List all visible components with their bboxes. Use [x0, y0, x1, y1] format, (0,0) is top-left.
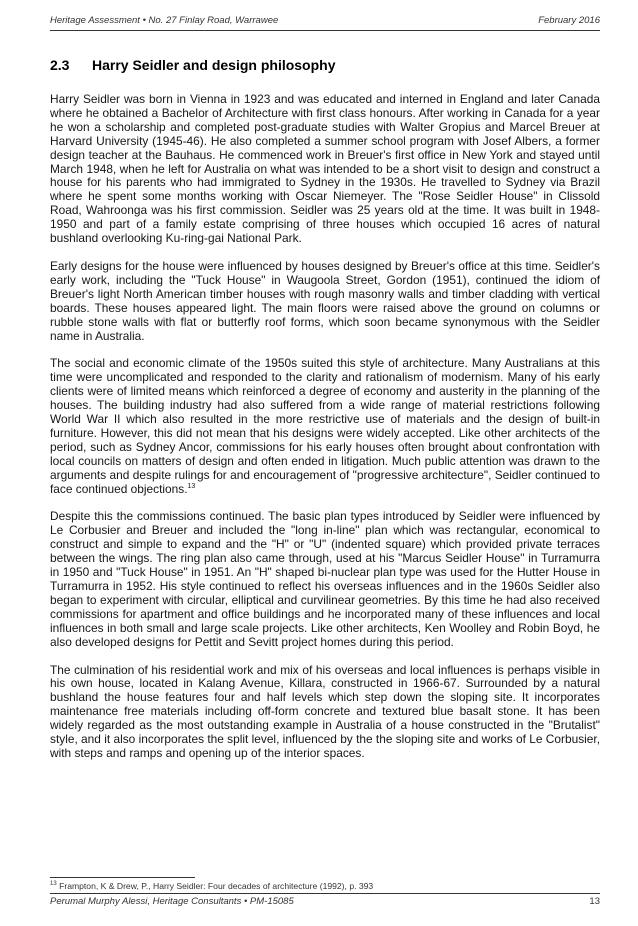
footnote-text: Frampton, K & Drew, P., Harry Seidler: Four decades of architecture (1992), p. 393	[59, 881, 374, 891]
section-heading	[50, 57, 336, 73]
paragraph-plan-types: Despite this the commissions continued. The basic plan types introduced by Seidler were influenced by Le Corbusier and Breuer and included the "long in-line" plan which was rectangular, economical to construct and simple to expand and the "H" or "U" (indented square) which provided private terraces between the wings. The ring plan also came through, used at his "Marcus Seidler House" in Turramurra in 1950 and "Tuck House" in 1951. An "H" shaped bi-nuclear plan type was used for the Hutter House in Turramurra in 1952. His style continued to reflect his overseas influences and in the 1960s Seidler also began to experiment with circular, elliptical and curvilinear geometries. By this time he had also received commissions for apartment and office buildings and he incorporated many of these influences and local influences in both small and large scale projects. Like other architects, Ken Woolley and Robin Boyd, he also developed designs for Pettit and Sevitt project homes during this period.	[50, 509, 600, 649]
section-number: 2.3	[50, 57, 70, 73]
header-date: February 2016	[538, 15, 600, 26]
footnote-reference[interactable]: 13	[187, 482, 196, 490]
footnote-number: 13	[50, 881, 57, 888]
header-document-title: Heritage Assessment • No. 27 Finlay Road, Warrawee	[50, 15, 279, 26]
paragraph-early-designs: Early designs for the house were influenced by houses designed by Breuer's office at this time. Seidler's early work, including the "Tuck House" in Waugoola Street, Gordon (1951), continued the idiom of Breuer's light North American timber houses with rough masonry walls and timber cladding with vertical boards. These houses appeared light. The main floors were raised above the ground on columns or rubble stone walls with flat or butterfly roof forms, which soon became synonymous with the Seidler name in Australia.	[50, 258, 600, 343]
page-number: 13	[589, 896, 600, 907]
footnote	[50, 881, 373, 891]
footer-consultant: Perumal Murphy Alessi, Heritage Consultants • PM-15085	[50, 896, 294, 907]
running-header	[50, 14, 600, 31]
paragraph-own-house: The culmination of his residential work and mix of his overseas and local influences is perhaps visible in his own house, located in Kalang Avenue, Killara, constructed in 1966-67. Surrounded by a natural bushland the house features four and half levels which step down the sloping site. It incorporates maintenance free materials including off-form concrete and textured blue basalt stone. It has been widely regarded as the most outstanding example in Australia of a house constructed in the "Brutalist" style, and it also incorporates the split level, influenced by the the sloping site and works of Le Corbusier, with steps and ramps and opening up of the interior spaces.	[50, 662, 600, 760]
paragraph-social-climate	[50, 357, 600, 496]
body-text	[50, 93, 600, 775]
paragraph-social-climate-text: The social and economic climate of the 1950s suited this style of architecture. Many Australians at this time were uncomplicated and responded to the clarity and rationalism of modernism. Many of his early clients were of limited means which reinforced a degree of economy and austerity in the planning of the houses. The building industry had also suffered from a wide range of material restrictions following World War II which also resulted in the more restrictive use of materials and the design of built-in furniture. However, this did not mean that his designs were widely accepted. Like other architects of the period, such as Sydney Ancor, commissions for his early houses often brought about confrontation with local councils on matters of design and often ended in litigation. Much public attention was drawn to the arguments and despite rulings for and encouragement of "progressive architecture", Seidler continued to face continued objections.	[50, 356, 600, 496]
footnote-divider	[50, 877, 195, 878]
section-title: Harry Seidler and design philosophy	[92, 57, 336, 73]
running-footer	[50, 893, 600, 908]
paragraph-early-life: Harry Seidler was born in Vienna in 1923 and was educated and interned in England and later Canada where he obtained a Bachelor of Architecture with first class honours. After working in Canada for a year he won a scholarship and completed post-graduate studies with Walter Gropius and Marcel Breuer at Harvard University (1945-46). He also completed a summer school program with Josef Albers, a former design teacher at the Bauhaus. He commenced work in Breuer's first office in New York and stayed until March 1948, when he left for Australia on what was intended to be a short visit to design and construct a house for his parents who had immigrated to Sydney in the 1930s. He travelled to Sydney via Brazil where he spent some months working with Oscar Niemeyer. The "Rose Seidler House" in Clissold Road, Wahroonga was his first commission. Seidler was 25 years old at the time. It was built in 1948-1950 and part of a family estate comprising of three houses which occupied 16 acres of natural bushland overlooking Ku-ring-gai National Park.	[50, 92, 600, 246]
